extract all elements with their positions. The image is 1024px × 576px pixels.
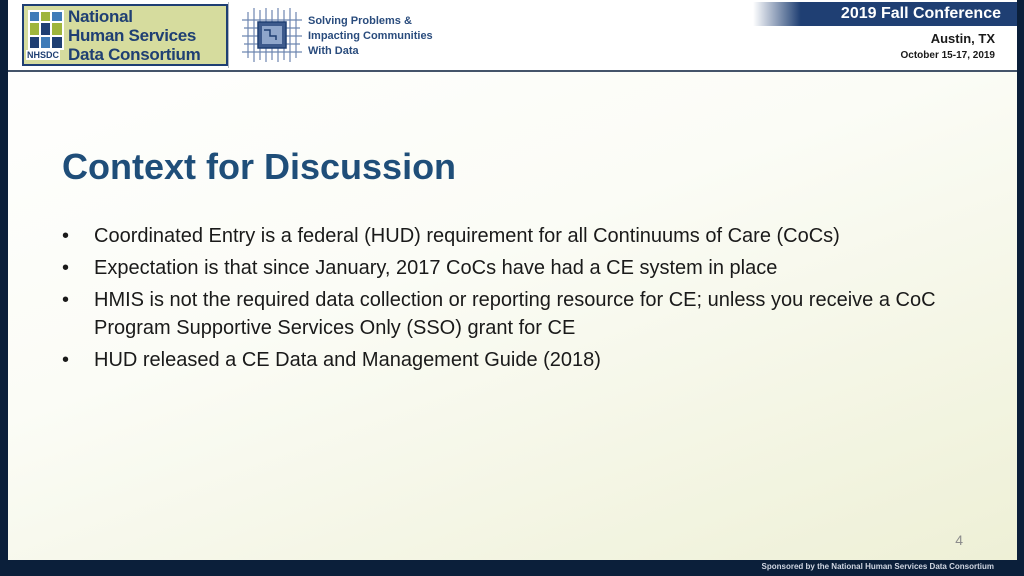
circuit-chip-icon [240, 6, 304, 64]
bullet-text: Expectation is that since January, 2017 CoCs have had a CE system in place [94, 257, 778, 279]
logo-line-3: Data Consortium [68, 45, 201, 64]
conference-title: 2019 Fall Conference [840, 5, 1001, 22]
slide [8, 0, 1017, 560]
tagline-line-2: Impacting Communities [308, 30, 433, 42]
bullet-list [62, 222, 982, 378]
bullet-item [62, 222, 982, 250]
bullet-item [62, 254, 982, 282]
nhsdc-logo [22, 4, 228, 66]
tagline-line-3: With Data [308, 45, 359, 57]
logo-line-2: Human Services [68, 26, 197, 45]
page-number: 4 [955, 532, 963, 548]
bullet-marker: • [62, 225, 70, 247]
footer-sponsor-text: Sponsored by the National Human Services Data Consortium [761, 562, 994, 571]
header-divider [228, 2, 229, 68]
bullet-text: HUD released a CE Data and Management Guide (2018) [94, 349, 601, 371]
bullet-item [62, 346, 982, 374]
bullet-marker: • [62, 257, 70, 279]
logo-line-1: National [68, 7, 133, 26]
bullet-item [62, 286, 982, 342]
slide-header [8, 0, 1017, 72]
bullet-text: Coordinated Entry is a federal (HUD) requirement for all Continuums of Care (CoCs) [94, 225, 840, 247]
conference-city: Austin, TX [930, 31, 995, 46]
conference-banner [753, 2, 1017, 26]
tagline [308, 14, 433, 59]
conference-dates: October 15-17, 2019 [900, 50, 995, 61]
bullet-text: HMIS is not the required data collection or reporting resource for CE; unless you receive a CoC Program Supportive Services Only (SSO) grant for CE [94, 289, 936, 339]
slide-title: Context for Discussion [62, 146, 457, 187]
bullet-marker: • [62, 289, 70, 311]
footer-bar [0, 560, 1024, 576]
tagline-line-1: Solving Problems & [308, 15, 412, 27]
bullet-marker: • [62, 349, 70, 371]
logo-initials: NHSDC [27, 50, 60, 60]
